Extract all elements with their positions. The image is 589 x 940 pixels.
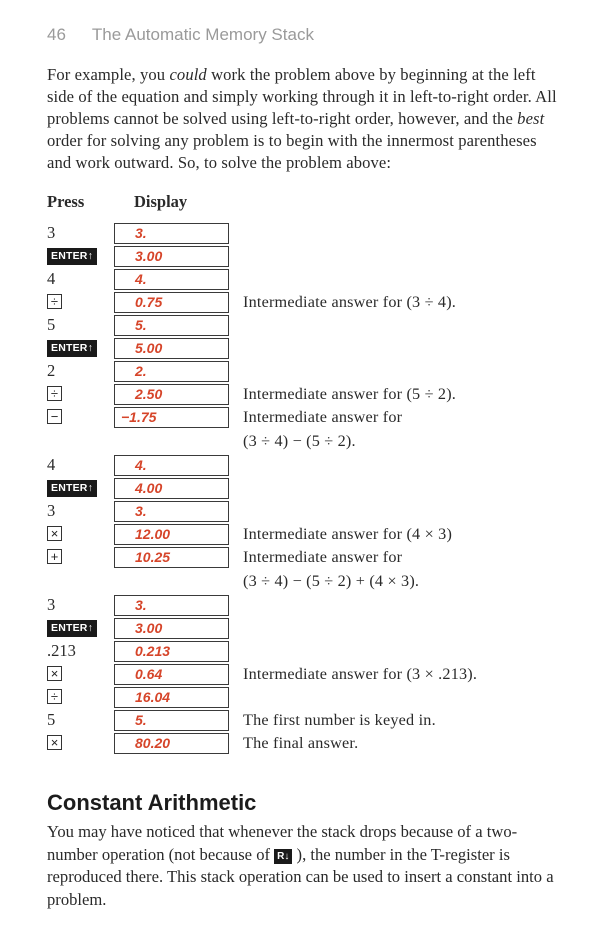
step-note-line: Intermediate answer for (3 ÷ 4). (243, 293, 457, 311)
keyed-number: .213 (47, 641, 76, 660)
display-readout: 12.00 (114, 524, 229, 545)
step-note (243, 708, 436, 732)
keystroke-row (0, 710, 589, 732)
display-readout: −1.75 (114, 407, 229, 428)
display-readout: 4. (114, 455, 229, 476)
display-readout: 3.00 (114, 246, 229, 267)
keystroke-row (0, 361, 589, 383)
step-note-line: Intermediate answer for (243, 548, 403, 566)
keystroke-row (0, 384, 589, 406)
keyed-number: 3 (47, 595, 56, 614)
minus-key-icon: − (47, 409, 62, 424)
keyed-number: 5 (47, 315, 56, 334)
keystroke-row (0, 687, 589, 709)
step-note-line: The first number is keyed in. (243, 711, 436, 729)
keystroke-row (0, 407, 589, 450)
keystroke-row (0, 641, 589, 663)
keystroke-row (0, 664, 589, 686)
keystroke-row (0, 338, 589, 360)
intro-paragraph (47, 64, 557, 174)
keystroke-row (0, 595, 589, 617)
multiply-key-icon: × (47, 526, 62, 541)
multiply-key-icon: × (47, 735, 62, 750)
keystroke-row (0, 455, 589, 477)
display-readout: 16.04 (114, 687, 229, 708)
enter-key-icon: ENTER↑ (47, 620, 97, 637)
keystroke-row (0, 501, 589, 523)
keystroke-row (0, 618, 589, 640)
intro-text-3: order for solving any problem is to begin with the innermost parentheses and work outward. So, to solve the problem above: (47, 131, 537, 172)
section-text-2: ), the number in the T-register is reproduced there. This stack operation can be used to insert a constant into a problem. (47, 844, 554, 909)
keystroke-row (0, 478, 589, 500)
keystroke-row (0, 223, 589, 245)
divide-key-icon: ÷ (47, 294, 62, 309)
step-note (243, 662, 477, 686)
display-readout: 0.75 (114, 292, 229, 313)
display-readout: 3.00 (114, 618, 229, 639)
step-note (243, 290, 456, 314)
section-text-1: You may have noticed that whenever the stack drops because of a two-number operation (not because of (47, 822, 518, 864)
display-readout: 10.25 (114, 547, 229, 568)
keyed-number: 3 (47, 501, 56, 520)
divide-key-icon: ÷ (47, 689, 62, 704)
step-note (243, 545, 419, 593)
intro-emphasis-best: best (517, 109, 545, 128)
display-readout: 5. (114, 710, 229, 731)
step-note-line: Intermediate answer for (243, 408, 403, 426)
plus-key-icon: + (47, 549, 62, 564)
keystroke-row (0, 315, 589, 337)
step-note (243, 382, 456, 406)
page-number: 46 (47, 25, 66, 44)
keystroke-row (0, 246, 589, 268)
display-readout: 0.64 (114, 664, 229, 685)
display-readout: 5. (114, 315, 229, 336)
display-readout: 0.213 (114, 641, 229, 662)
multiply-key-icon: × (47, 666, 62, 681)
intro-emphasis-could: could (169, 65, 207, 84)
display-readout: 2.50 (114, 384, 229, 405)
keyed-number: 3 (47, 223, 56, 242)
divide-key-icon: ÷ (47, 386, 62, 401)
intro-text-2: work the problem above by beginning at the left side of the equation and simply working through it in left-to-right order. All problems cannot be solved using left-to-right order, however, and the (47, 65, 557, 128)
enter-key-icon: ENTER↑ (47, 248, 97, 265)
section-paragraph (47, 821, 557, 911)
display-readout: 3. (114, 223, 229, 244)
display-readout: 3. (114, 595, 229, 616)
display-readout: 5.00 (114, 338, 229, 359)
display-column-heading: Display (134, 192, 188, 211)
keystroke-row (0, 292, 589, 314)
display-readout: 2. (114, 361, 229, 382)
keyed-number: 4 (47, 455, 56, 474)
display-readout: 3. (114, 501, 229, 522)
keystroke-row (0, 547, 589, 590)
keystroke-row (0, 524, 589, 546)
section-title: Constant Arithmetic (47, 790, 257, 815)
step-note-line: Intermediate answer for (4 × 3) (243, 525, 453, 543)
chapter-title: The Automatic Memory Stack (91, 25, 314, 44)
display-readout: 4.00 (114, 478, 229, 499)
step-note (243, 522, 452, 546)
roll-down-key-icon: R↓ (274, 849, 292, 864)
enter-key-icon: ENTER↑ (47, 480, 97, 497)
step-note (243, 405, 402, 453)
display-readout: 4. (114, 269, 229, 290)
intro-text-1: For example, you (47, 65, 170, 84)
press-column-heading: Press (47, 192, 85, 211)
step-note-line: (3 ÷ 4) − (5 ÷ 2). (243, 432, 356, 450)
enter-key-icon: ENTER↑ (47, 340, 97, 357)
step-note-line: Intermediate answer for (5 ÷ 2). (243, 385, 457, 403)
step-note-line: (3 ÷ 4) − (5 ÷ 2) + (4 × 3). (243, 572, 420, 590)
keyed-number: 5 (47, 710, 56, 729)
running-header (47, 25, 314, 45)
keyed-number: 2 (47, 361, 56, 380)
step-note-line: Intermediate answer for (3 × .213). (243, 665, 478, 683)
display-readout: 80.20 (114, 733, 229, 754)
step-note (243, 731, 358, 755)
keyed-number: 4 (47, 269, 56, 288)
step-note-line: The final answer. (243, 734, 359, 752)
keystroke-row (0, 733, 589, 755)
keystroke-row (0, 269, 589, 291)
